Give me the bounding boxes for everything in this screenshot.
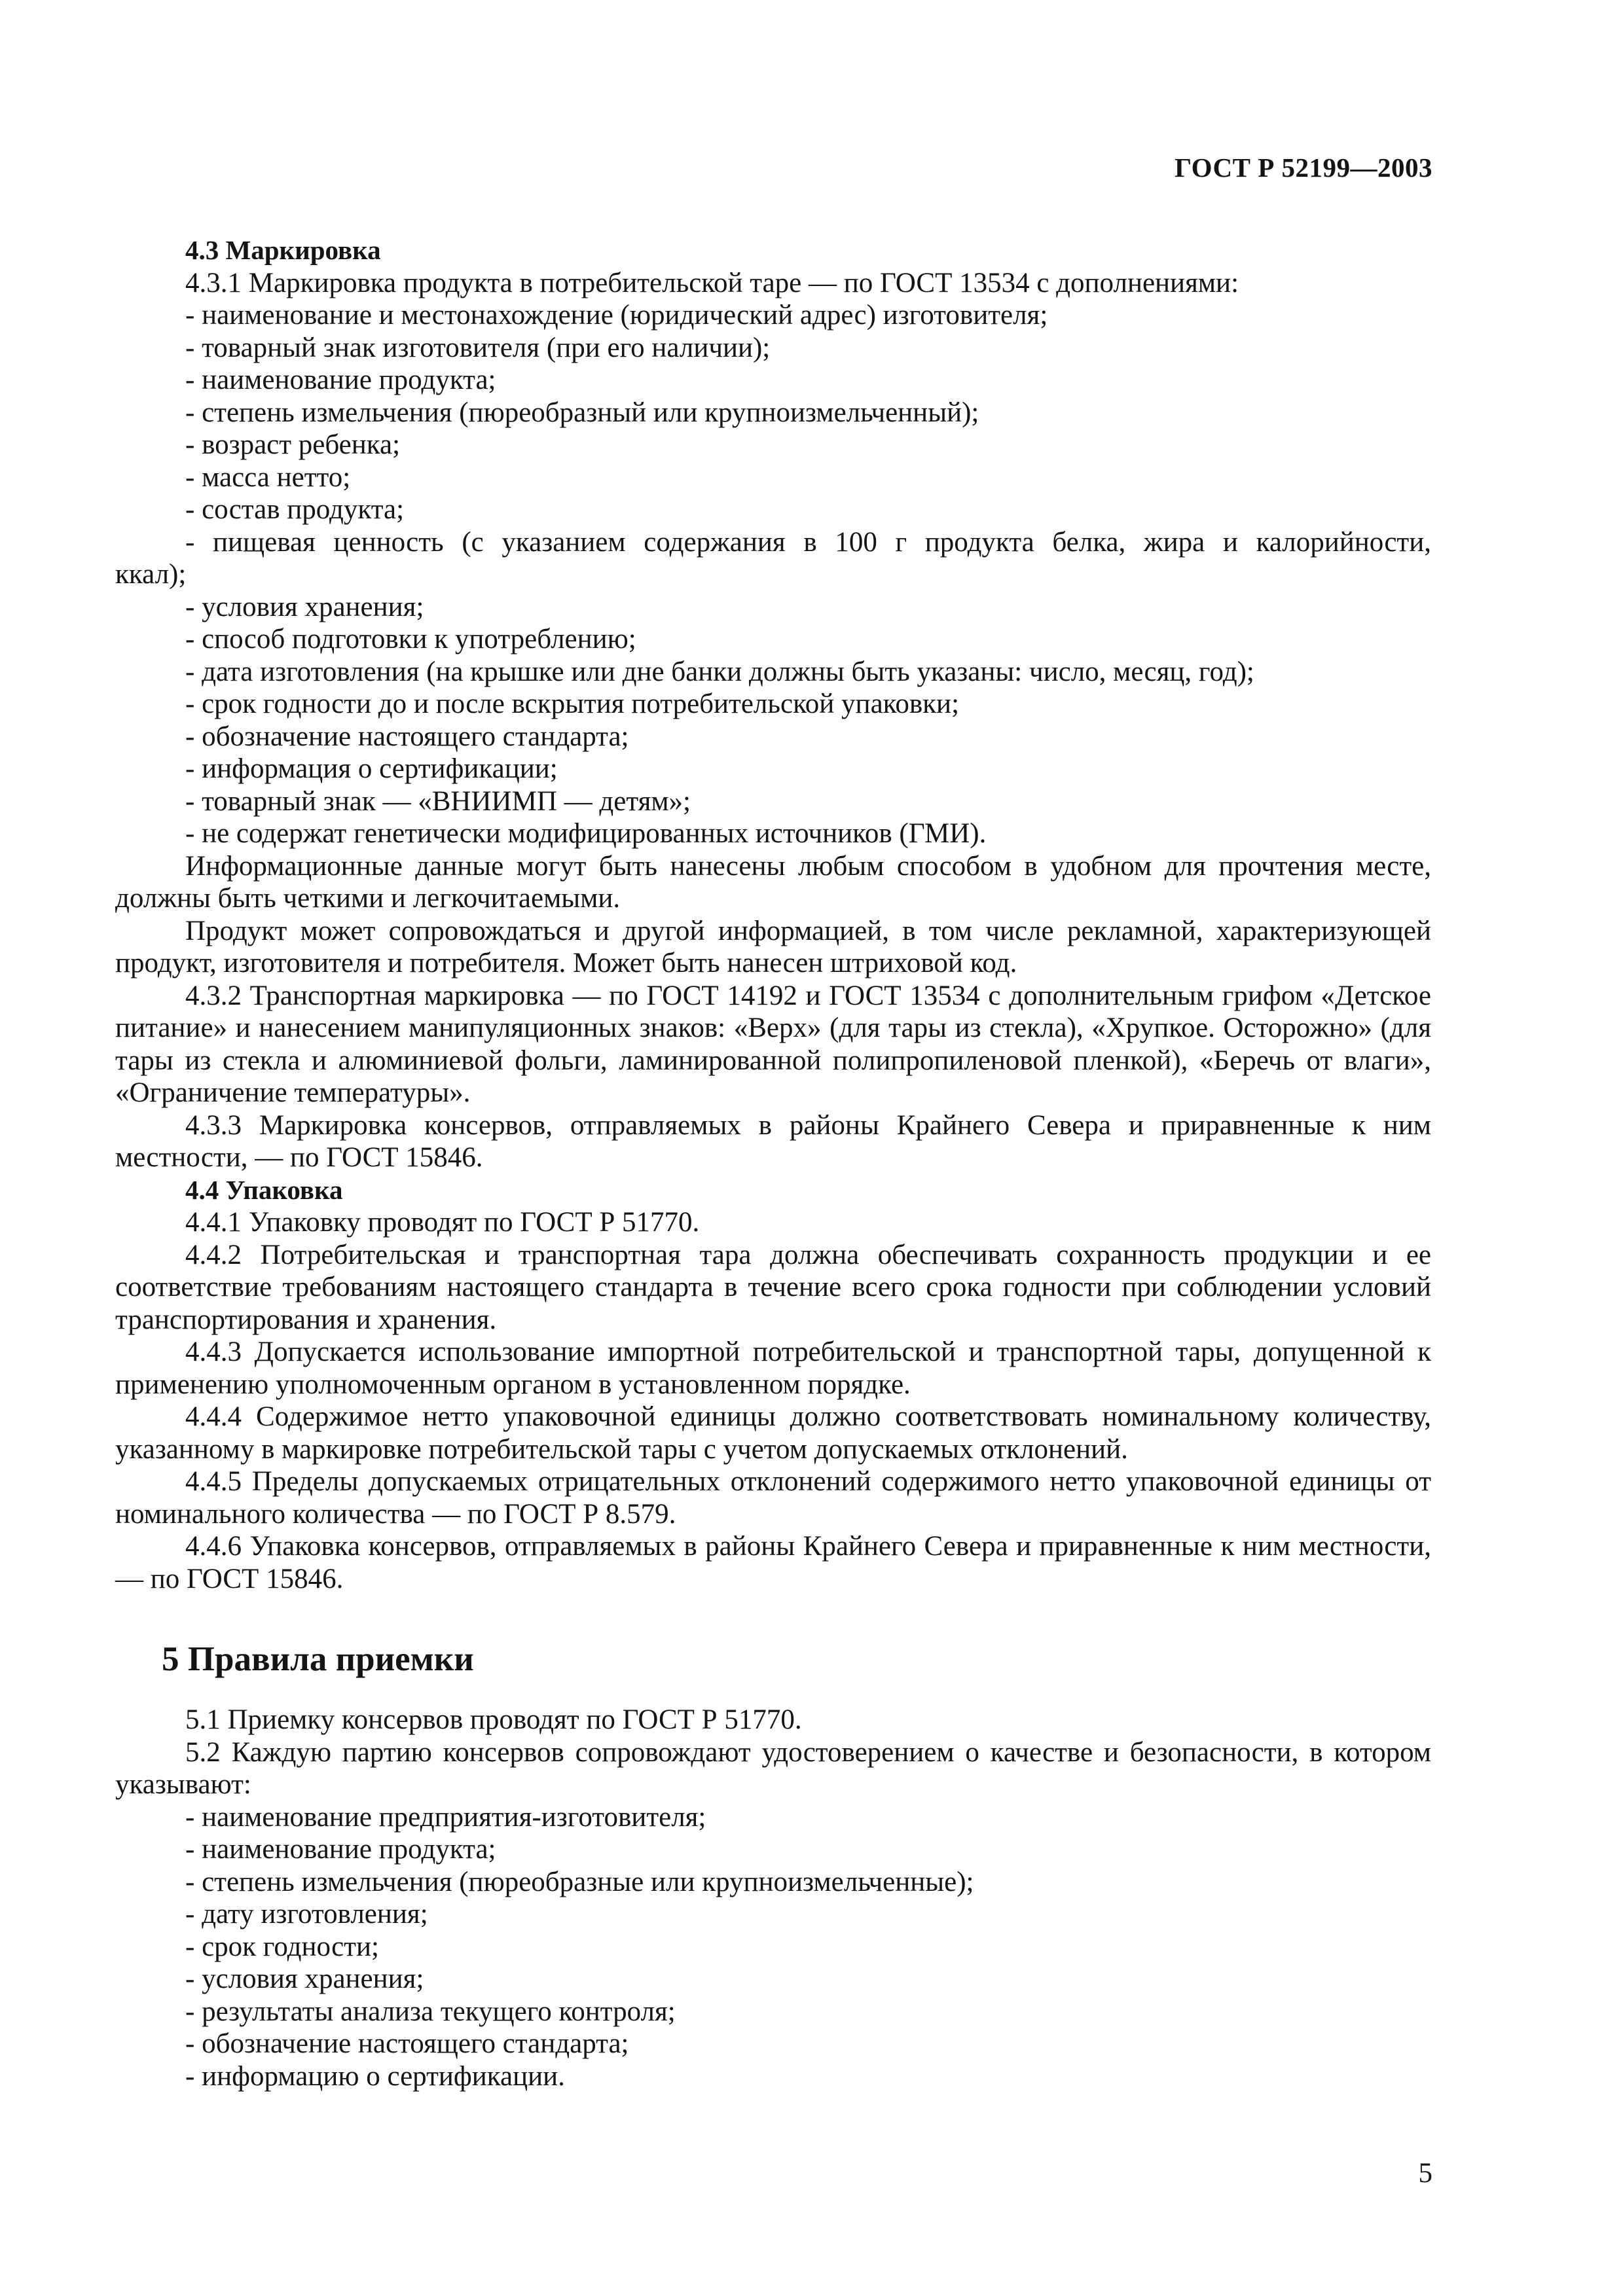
paragraph-5-1: 5.1 Приемку консервов проводят по ГОСТ Р 51770. <box>185 1704 802 1735</box>
list-item: - обозначение настоящего стандарта; <box>185 721 629 752</box>
paragraph-4-4-5: 4.4.5 Пределы допускаемых отрицательных отклонений содержимого нетто упаковочной единицы от номинального количества — по ГОСТ Р 8.579. <box>115 1466 1431 1530</box>
paragraph-4-3-3: 4.3.3 Маркировка консервов, отправляемых в районы Крайнего Севера и приравненные к ним местности, — по ГОСТ 15846. <box>115 1109 1431 1173</box>
page-number: 5 <box>1418 2158 1432 2189</box>
list-item: - наименование продукта; <box>185 1834 496 1865</box>
paragraph-4-4-6: 4.4.6 Упаковка консервов, отправляемых в районы Крайнего Севера и приравненные к ним местности, — по ГОСТ 15846. <box>115 1531 1431 1594</box>
paragraph-4-4-2: 4.4.2 Потребительская и транспортная тара должна обеспечивать сохранность продукции и ее соответствие требованиям настоящего стандарта в течение всего срока годности при соблюдении условий транспортирования и хранения. <box>115 1239 1431 1335</box>
paragraph-4-4-4: 4.4.4 Содержимое нетто упаковочной единицы должно соответствовать номинальному количеству, указанному в маркировке потребительской тары с учетом допускаемых отклонений. <box>115 1401 1431 1465</box>
list-item: - обозначение настоящего стандарта; <box>185 2028 629 2059</box>
document-body <box>115 234 1431 2092</box>
list-item: - срок годности до и после вскрытия потребительской упаковки; <box>185 689 960 719</box>
list-item: - не содержат генетически модифицированных источников (ГМИ). <box>185 818 987 849</box>
list-item: - результаты анализа текущего контроля; <box>185 1996 676 2027</box>
paragraph-5-2: 5.2 Каждую партию консервов сопровождают удостоверением о качестве и безопасности, в котором указывают: <box>115 1736 1431 1800</box>
list-item: - способ подготовки к употреблению; <box>185 624 636 655</box>
list-item: - информацию о сертификации. <box>185 2060 565 2092</box>
list-item: - срок годности; <box>185 1931 379 1962</box>
paragraph-4-4-3: 4.4.3 Допускается использование импортной потребительской и транспортной тары, допущенной к применению уполномоченным органом в установленном порядке. <box>115 1336 1431 1400</box>
paragraph-info: Информационные данные могут быть нанесены любым способом в удобном для прочтения месте, должны быть четкими и легкочитаемыми. <box>115 850 1431 914</box>
paragraph-4-3-1: 4.3.1 Маркировка продукта в потребительской таре — по ГОСТ 13534 с дополнениями: <box>185 267 1239 298</box>
list-item: - товарный знак — «ВНИИМП — детям»; <box>185 785 691 817</box>
list-item-nutrition-continued: ккал); <box>115 559 187 590</box>
list-item: - состав продукта; <box>185 494 405 525</box>
list-item-nutrition: - пищевая ценность (с указанием содержания в 100 г продукта белка, жира и калорийности, <box>185 526 1431 558</box>
section-5-heading: 5 Правила приемки <box>162 1640 474 1678</box>
list-item: - масса нетто; <box>185 461 351 493</box>
list-item: - дата изготовления (на крышке или дне банки должны быть указаны: число, месяц, год); <box>185 656 1254 687</box>
list-item: - условия хранения; <box>185 591 424 622</box>
list-item: - возраст ребенка; <box>185 429 401 460</box>
list-item: - товарный знак изготовителя (при его наличии); <box>185 332 771 363</box>
list-item: - наименование предприятия-изготовителя; <box>185 1801 706 1833</box>
section-4-4-heading: 4.4 Упаковка <box>185 1174 343 1205</box>
document-header: ГОСТ Р 52199—2003 <box>1175 152 1432 183</box>
list-item: - информация о сертификации; <box>185 753 558 784</box>
list-item: - дату изготовления; <box>185 1899 428 1929</box>
list-item: - условия хранения; <box>185 1964 424 1994</box>
list-item: - наименование и местонахождение (юридический адрес) изготовителя; <box>185 300 1048 331</box>
paragraph-4-3-2: 4.3.2 Транспортная маркировка — по ГОСТ 14192 и ГОСТ 13534 с дополнительным грифом «Детское питание» и нанесением манипуляционных знаков: «Верх» (для тары из стекла), «Хрупкое. Осторожно» (для тары из стекла и алюминиевой фольги, ламинированной полипропиленовой пленкой), «Беречь от влаги», «Ограничение температуры». <box>115 980 1431 1108</box>
list-item: - степень измельчения (пюреобразный или крупноизмельченный); <box>185 397 979 428</box>
list-item: - степень измельчения (пюреобразные или крупноизмельченные); <box>185 1866 974 1897</box>
paragraph-product: Продукт может сопровождаться и другой информацией, в том числе рекламной, характеризующей продукт, изготовителя и потребителя. Может быть нанесен штриховой код. <box>115 915 1431 978</box>
list-item: - наименование продукта; <box>185 365 496 395</box>
paragraph-4-4-1: 4.4.1 Упаковку проводят по ГОСТ Р 51770. <box>185 1207 700 1238</box>
section-4-3-heading: 4.3 Маркировка <box>185 235 381 265</box>
